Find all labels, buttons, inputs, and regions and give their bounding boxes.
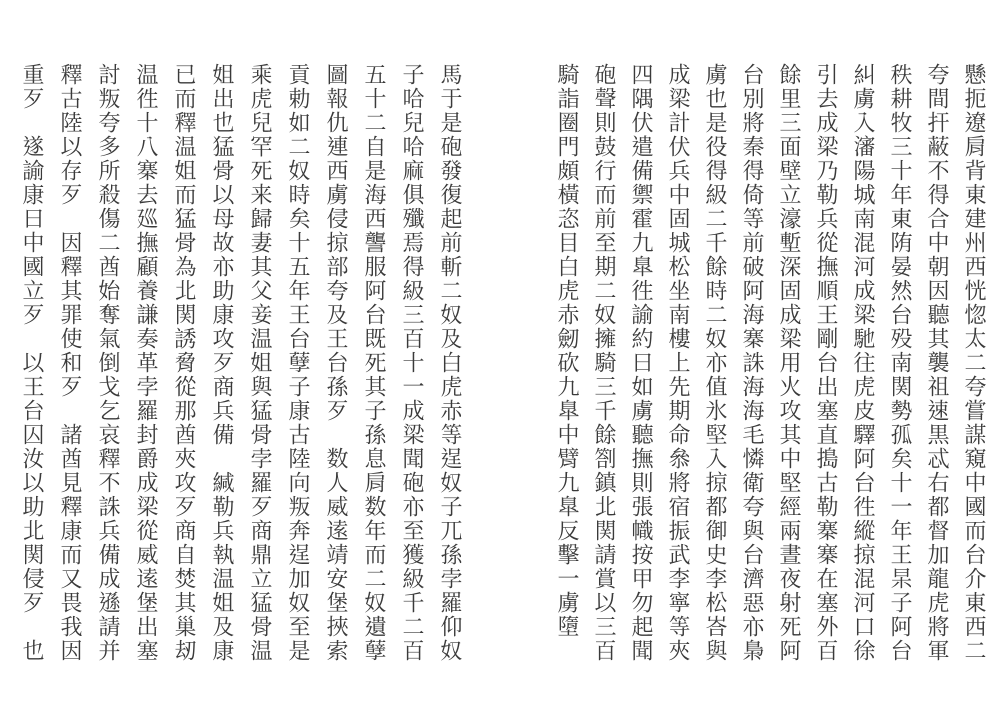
right-page (548, 63, 992, 688)
text-column: 釋古陸以存歹 因釋其罪使和歹 諸酋見釋康而又畏我因 (57, 63, 82, 663)
text-column: 重歹 遂諭康曰中國立歹 以王台囚汝以助北関侵歹 也 (19, 63, 44, 663)
text-column: 討叛夸多所殺傷二酋始奪氣倒戈乞哀釋不誅兵備成遜請并 (95, 63, 120, 663)
text-column: 圖報仇連西虜侵掠部夸及王台孫歹 数人威逺靖安堡挾索 (323, 63, 348, 663)
text-column: 馬于是砲發復起前斬二奴及白虎赤等逞奴子兀孫孛羅仰奴 (437, 63, 462, 663)
text-column: 五十二自是海西讋服阿台既死其子孫息肩数年而二奴遺孽 (361, 63, 386, 663)
text-column: 虜也是役得級二千餘時二奴亦值氷堅入掠都御史李松峇與 (702, 63, 727, 663)
text-column: 四隅伏遣備禦霍九臯徃諭約曰如虜聽撫則張幟按甲勿起聞 (628, 63, 653, 663)
text-column: 子哈兒哈麻俱殲焉得級三百十一成梁聞砲亦至獲級千二百 (399, 63, 424, 663)
text-column: 乘虎兒罕死来歸妻其父妾温姐與猛骨孛羅歹商鼎立猛骨温 (247, 63, 272, 663)
text-column: 已而釋温姐而猛骨為北関誘脅從那酋夾攻歹商自焚其巢刼 (171, 63, 196, 663)
text-column: 引去成梁乃勒兵從撫順王剛台出塞直搗古勒寨寨在塞外百 (813, 63, 838, 663)
text-column: 懸扼遼肩背東建州西恍惚太二夸嘗謀窺中國而台介東西二 (961, 63, 986, 663)
text-column: 砲聲則鼓行而前至期二奴擁騎三千餘劄鎮北関請賞以三百 (591, 63, 616, 663)
text-column: 台別將秦得倚等前破阿海寨誅海海毛憐衛夸與台濟惡亦梟 (739, 63, 764, 663)
text-column: 夸間扞蔽不得合中朝因聽其襲祖速黒忒右都督加龍虎將軍 (924, 63, 949, 663)
text-column: 糾虜入瀋陽城南混河成梁馳往虎皮驛阿台徃縱掠混河口徐 (850, 63, 875, 663)
text-column: 成梁計伏兵中固城松坐南樓上先期命叅將宿振武李寧等夾 (665, 63, 690, 663)
text-column: 騎詣圈門頗橫恣目白虎赤劒砍九臯中臂九臯反擊一虜墮 (554, 63, 579, 639)
text-column: 貢勅如二奴時矣十五年王台孽子康古陸向叛奔逞加奴至是 (285, 63, 310, 663)
text-column: 温徃十八寨去廵撫顧養謙奏革孛羅封爵成梁從威逺堡出塞 (133, 63, 158, 663)
text-column: 姐出也猛骨以母故亦助康攻歹商兵備 緘勒兵執温姐及康 (209, 63, 234, 663)
left-page (12, 63, 468, 688)
text-column: 餘里三面壁立濠塹深固成梁用火攻其中堅經兩晝夜射死阿 (776, 63, 801, 663)
text-column: 秩耕牧三十年東陏晏然台殁南関勢孤矣十一年王杲子阿台 (887, 63, 912, 663)
